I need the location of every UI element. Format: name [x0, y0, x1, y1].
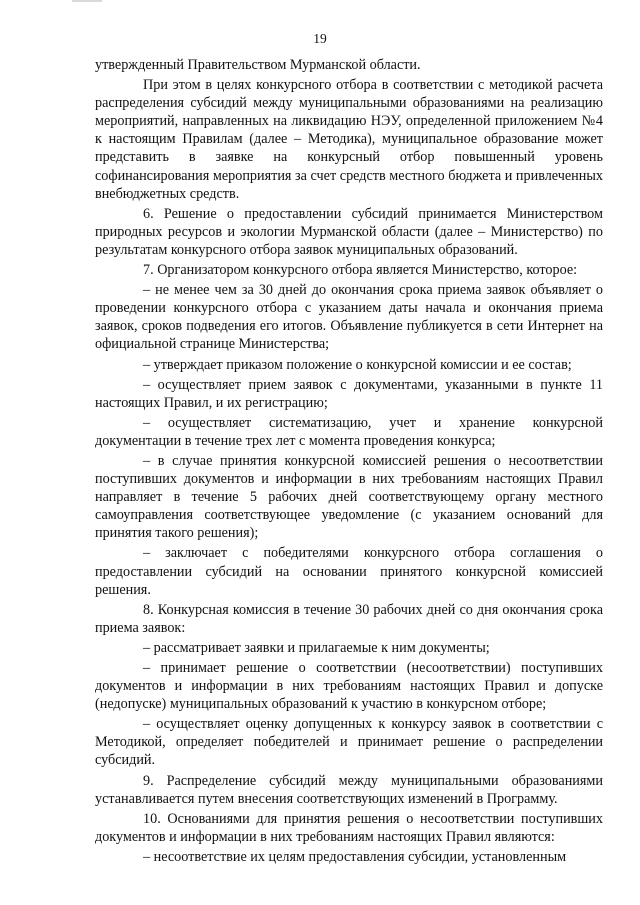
list-item-noncompliance-grounds: – несоответствие их целям предоставления субсидии, установленным [143, 848, 567, 865]
paragraph-item-9: 9. Распределение субсидий между муниципальными образованиями устанавливается путем внесения соответствующих изменений в Программу. [95, 772, 603, 807]
list-item-commission-approval: – утверждает приказом положение о конкурсной комиссии и ее состав; [143, 356, 572, 373]
list-item-noncompliance-notice: – в случае принятия конкурсной комиссией решения о несоответствии поступивших документов и информации в них требованиям настоящих Правил направляет в течение 5 рабочих дней соответствующему органу местного самоуправления соответствующее уведомление (с указанием оснований для принятия такого решения); [95, 452, 603, 542]
list-item-review-applications: – рассматривает заявки и прилагаемые к ним документы; [143, 639, 490, 656]
list-item-compliance-decision: – принимает решение о соответствии (несоответствии) поступивших документов и информации в них требованиям настоящих Правил и допуске (недопуске) муниципальных образований к участию в конкурсном отборе; [95, 660, 603, 713]
list-item-evaluation: – осуществляет оценку допущенных к конкурсу заявок в соответствии с Методикой, определяет победителей и принимает решение о распределении субсидий. [95, 716, 603, 769]
paragraph-methodology: При этом в целях конкурсного отбора в соответствии с методикой расчета распределения субсидий между муниципальными образованиями на реализацию мероприятий, направленных на ликвидацию НЭУ, определенной приложением №4 к настоящим Правилам (далее – Методика), муниципальное образование может представить в заявке на конкурсный отбор повышенный уровень софинансирования мероприятия за счет средств местного бюджета и привлеченных внебюджетных средств. [95, 77, 603, 202]
paragraph-item-6: 6. Решение о предоставлении субсидий принимается Министерством природных ресурсов и экологии Мурманской области (далее – Министерство) по результатам конкурсного отбора заявок муниципальных образований. [95, 205, 603, 258]
paragraph-continuation: утвержденный Правительством Мурманской области. [95, 57, 421, 73]
document-body [95, 56, 603, 866]
list-item-announcement: – не менее чем за 30 дней до окончания срока приема заявок объявляет о проведении конкурсного отбора с указанием даты начала и окончания приема заявок, сроков подведения его итогов. Объявление публикуется в сети Интернет на официальной странице Министерства; [95, 282, 603, 353]
paragraph-item-10: 10. Основаниями для принятия решения о несоответствии поступивших документов и информации в них требованиям настоящих Правил являются: [95, 810, 603, 845]
list-item-agreements: – заключает с победителями конкурсного отбора соглашения о предоставлении субсидий на основании принятого конкурсной комиссией решения. [95, 545, 603, 598]
paragraph-item-7: 7. Организатором конкурсного отбора является Министерство, которое: [143, 262, 578, 279]
list-item-application-intake: – осуществляет прием заявок с документами, указанными в пункте 11 настоящих Правил, и их регистрацию; [95, 376, 603, 411]
scan-artifact [72, 0, 102, 2]
paragraph-item-8: 8. Конкурсная комиссия в течение 30 рабочих дней со дня окончания срока приема заявок: [95, 601, 603, 636]
list-item-document-storage: – осуществляет систематизацию, учет и хранение конкурсной документации в течение трех лет с момента проведения конкурса; [95, 414, 603, 449]
page-number: 19 [313, 31, 327, 46]
